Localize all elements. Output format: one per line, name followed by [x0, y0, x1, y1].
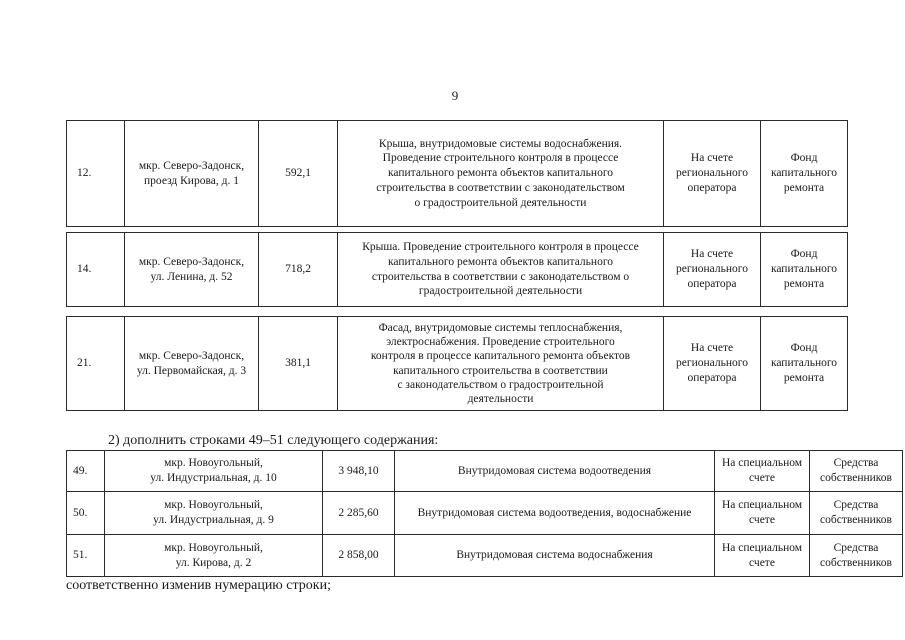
table-row-14 [66, 232, 848, 307]
source-line: ремонта [783, 371, 825, 384]
address-line: мкр. Новоугольный, [164, 499, 263, 512]
works-cell: Внутридомовая система водоснабжения [395, 535, 715, 577]
row-number: 12. [67, 121, 125, 227]
table-row-21 [66, 316, 848, 411]
works-cell [338, 121, 664, 227]
source-line: Средства [833, 457, 879, 470]
works-line: капитального строительства в соответствии [393, 364, 608, 377]
row-number: 49. [67, 451, 105, 492]
works-cell [338, 317, 664, 411]
account-line: счете [749, 556, 775, 569]
address-cell [125, 121, 259, 227]
address-line: ул. Первомайская, д. 3 [136, 364, 247, 377]
instruction-text: 2) дополнить строками 49–51 следующего содержания: [108, 433, 439, 448]
address-cell [105, 492, 323, 535]
table-row [67, 492, 903, 535]
page-number: 9 [451, 88, 459, 103]
source-line: собственников [820, 514, 892, 526]
account-line: На счете [690, 342, 734, 355]
new-rows-table [66, 450, 903, 577]
source-line: Средства [833, 499, 879, 512]
account-line: оператора [687, 277, 737, 290]
works-line: деятельности [467, 392, 534, 405]
source-cell [810, 451, 903, 492]
works-line: строительства в соответствии с законодательством [376, 181, 625, 194]
area-cell: 2 285,60 [323, 492, 395, 535]
account-line: На счете [690, 152, 734, 165]
account-line: На специальном [721, 541, 803, 554]
works-line: градостроительной деятельности [418, 285, 583, 298]
source-line: собственников [820, 472, 892, 484]
account-cell [664, 317, 761, 411]
works-line: контроля в процессе капитального ремонта объектов [370, 350, 631, 363]
source-line: Средства [833, 541, 879, 554]
table-row [67, 451, 903, 492]
address-line: ул. Индустриальная, д. 9 [153, 514, 274, 526]
source-cell [810, 492, 903, 535]
source-line: ремонта [783, 181, 825, 194]
area-cell: 3 948,10 [323, 451, 395, 492]
works-cell: Внутридомовая система водоотведения [395, 451, 715, 492]
works-line: Фасад, внутридомовые системы теплоснабжения, [378, 322, 623, 335]
account-line: регионального [676, 263, 748, 276]
source-line: собственников [820, 556, 892, 569]
footer-text: соответственно изменив нумерацию строки; [66, 578, 331, 593]
works-line: электроснабжения. Проведение строительного [386, 336, 615, 349]
row-number: 21. [67, 317, 125, 411]
address-line: проезд Кирова, д. 1 [144, 174, 239, 187]
source-line: ремонта [783, 277, 825, 290]
row-number: 50. [67, 492, 105, 535]
source-cell [761, 317, 848, 411]
source-cell [761, 121, 848, 227]
address-line: ул. Индустриальная, д. 10 [150, 472, 277, 484]
account-line: счете [749, 472, 775, 484]
source-line: капитального [770, 263, 838, 276]
address-cell [105, 451, 323, 492]
address-line: мкр. Северо-Задонск, [138, 255, 245, 268]
works-line: капитального ремонта объектов капитального [387, 167, 613, 180]
source-line: Фонд [790, 248, 818, 261]
works-cell: Внутридомовая система водоотведения, водоснабжение [395, 492, 715, 535]
table-row [67, 535, 903, 577]
account-line: оператора [687, 371, 737, 384]
works-line: Крыша, внутридомовые системы водоснабжения. [378, 137, 623, 150]
works-line: с законодательством о градостроительной [397, 378, 604, 391]
address-line: мкр. Новоугольный, [164, 541, 263, 554]
area-cell: 2 858,00 [323, 535, 395, 577]
address-line: ул. Кирова, д. 2 [175, 556, 252, 569]
address-cell [125, 233, 259, 307]
area-cell: 592,1 [259, 121, 338, 227]
account-line: На счете [690, 248, 734, 261]
source-line: капитального [770, 357, 838, 370]
address-cell [105, 535, 323, 577]
area-cell: 718,2 [259, 233, 338, 307]
table-row-12 [66, 120, 848, 227]
works-line: о градостроительной деятельности [414, 196, 587, 209]
source-line: капитального [770, 167, 838, 180]
account-cell [715, 451, 810, 492]
account-line: счете [749, 514, 775, 526]
row-number: 51. [67, 535, 105, 577]
account-cell [715, 535, 810, 577]
source-cell [810, 535, 903, 577]
account-cell [715, 492, 810, 535]
account-line: На специальном [721, 457, 803, 470]
source-line: Фонд [790, 342, 818, 355]
source-line: Фонд [790, 152, 818, 165]
address-line: мкр. Северо-Задонск, [138, 159, 245, 172]
source-cell [761, 233, 848, 307]
works-line: Крыша. Проведение строительного контроля в процессе [362, 241, 639, 254]
account-cell [664, 233, 761, 307]
address-line: ул. Ленина, д. 52 [150, 270, 233, 283]
works-line: Проведение строительного контроля в процессе [382, 152, 619, 165]
works-cell [338, 233, 664, 307]
works-line: строительства в соответствии с законодательством о [371, 270, 630, 283]
account-line: оператора [687, 181, 737, 194]
account-line: регионального [676, 167, 748, 180]
address-line: мкр. Новоугольный, [164, 457, 263, 470]
address-cell [125, 317, 259, 411]
account-line: регионального [676, 357, 748, 370]
row-number: 14. [67, 233, 125, 307]
account-cell [664, 121, 761, 227]
area-cell: 381,1 [259, 317, 338, 411]
works-line: капитального ремонта объектов капитального [387, 255, 613, 268]
address-line: мкр. Северо-Задонск, [138, 349, 245, 362]
account-line: На специальном [721, 499, 803, 512]
